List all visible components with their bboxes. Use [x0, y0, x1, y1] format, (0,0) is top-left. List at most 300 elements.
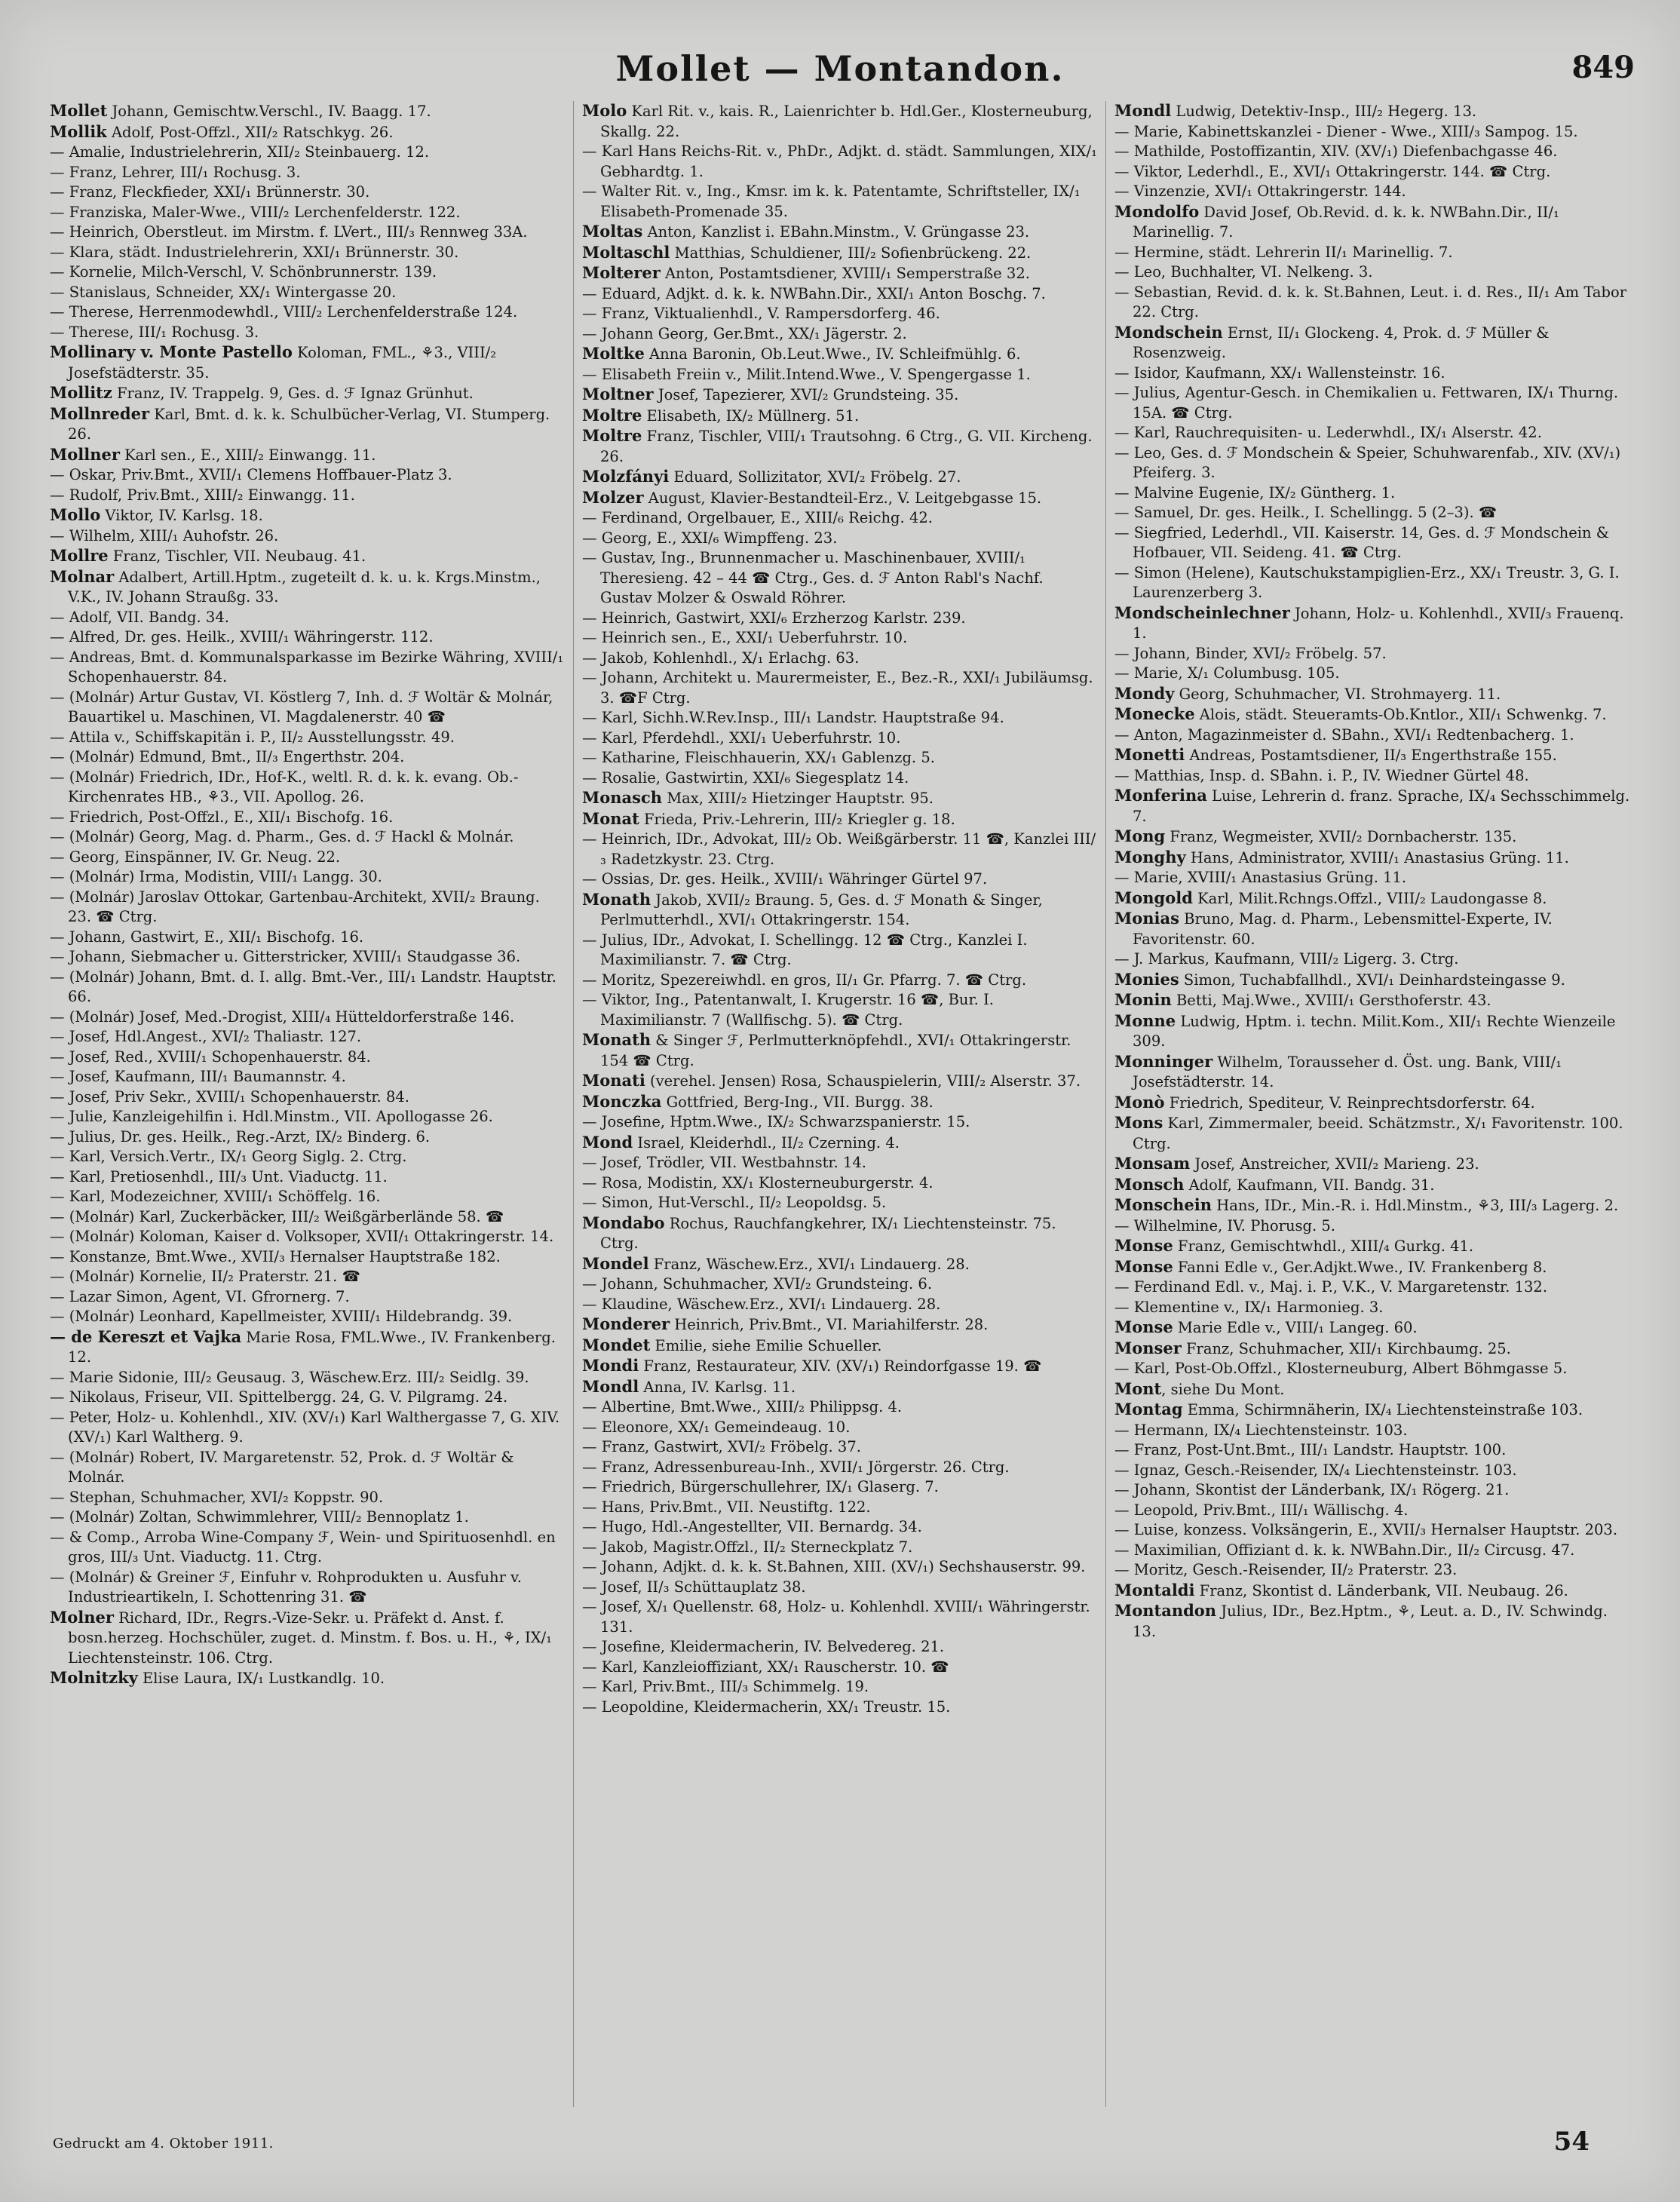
directory-entry [1114, 1236, 1630, 1257]
directory-entry [50, 526, 566, 547]
entry-text: August, Klavier-Bestandteil-Erz., V. Leitgebgasse 15. [643, 489, 1042, 507]
directory-entry [582, 1538, 1098, 1558]
entry-text: Simon, Tuchabfallhdl., XVI/₁ Deinhardsteingasse 9. [1179, 971, 1565, 989]
entry-text: — Wilhelm, XIII/₁ Auhofstr. 26. [50, 526, 279, 544]
entry-text: — Isidor, Kaufmann, XX/₁ Wallensteinstr. 16. [1114, 363, 1445, 382]
directory-entry [50, 1207, 566, 1228]
entry-text: — Heinrich, Oberstleut. im Mirstm. f. LVert., III/₃ Rennweg 33A. [50, 223, 528, 241]
directory-entry [582, 668, 1098, 708]
entry-headword: Molnitzky [50, 1668, 138, 1687]
directory-entry [1114, 1154, 1630, 1175]
directory-entry [582, 1437, 1098, 1458]
directory-entry [1114, 101, 1630, 122]
entry-text: — Malvine Eugenie, IX/₂ Güntherg. 1. [1114, 483, 1396, 501]
directory-entry [50, 1327, 566, 1368]
entry-text: — (Molnár) & Greiner ℱ, Einfuhr v. Rohprodukten u. Ausfuhr v. Industrieartikeln, I. Schottenring 31. ☎ [50, 1568, 522, 1605]
entry-text: — Ferdinand Edl. v., Maj. i. P., V.K., V. Margaretenstr. 132. [1114, 1278, 1548, 1296]
entry-headword: Mondl [582, 1376, 639, 1396]
entry-headword: Mondy [1114, 683, 1175, 703]
entry-text: — Julius, Dr. ges. Heilk., Reg.-Arzt, IX/₂ Binderg. 6. [50, 1127, 431, 1145]
running-head [0, 48, 1680, 94]
directory-entry [582, 548, 1098, 609]
entry-headword: Monecke [1114, 704, 1195, 723]
directory-entry [50, 122, 566, 143]
entry-text: — (Molnár) Edmund, Bmt., II/₃ Engerthstr. 204. [50, 748, 405, 765]
entry-text: — Johann, Gastwirt, E., XII/₁ Bischofg. 16. [50, 928, 364, 946]
directory-entry [50, 486, 566, 506]
directory-entry [50, 728, 566, 748]
directory-entry [582, 1295, 1098, 1315]
entry-text: — Jakob, Magistr.Offzl., II/₂ Sterneckplatz 7. [582, 1538, 913, 1556]
entry-headword: Mollet [50, 101, 108, 120]
entry-headword: Montaldi [1114, 1580, 1195, 1599]
entry-text: — Karl, Modezeichner, XVIII/₁ Schöffelg. 16. [50, 1188, 381, 1205]
entry-text: Rochus, Rauchfangkehrer, IX/₁ Liechtensteinstr. 75. Ctrg. [600, 1214, 1056, 1252]
directory-entry [1114, 1560, 1630, 1581]
entry-text: — Matthias, Insp. d. SBahn. i. P., IV. Wiedner Gürtel 48. [1114, 766, 1529, 784]
directory-entry [582, 1173, 1098, 1194]
entry-text: — Viktor, Ing., Patentanwalt, I. Krugerstr. 16 ☎, Bur. I. Maximilianstr. 7 (Wallfischg. 5). ☎ Ctrg. [582, 991, 994, 1029]
entry-headword: Mondl [1114, 101, 1172, 120]
entry-headword: Monczka [582, 1091, 662, 1111]
entry-text: Franz, Restaurateur, XIV. (XV/₁) Reindorfgasse 19. ☎ [639, 1357, 1042, 1375]
entry-text: — Karl, Pferdehdl., XXI/₁ Ueberfuhrstr. 10. [582, 728, 901, 747]
entry-text: — (Molnár) Leonhard, Kapellmeister, XVIII/₁ Hildebrandg. 39. [50, 1308, 513, 1325]
entry-headword: Molterer [582, 263, 661, 282]
entry-text: — Moritz, Spezereiwhdl. en gros, II/₁ Gr. Pfarrg. 7. ☎ Ctrg. [582, 971, 1027, 989]
directory-entry [582, 748, 1098, 768]
directory-entry [50, 163, 566, 183]
entry-headword: Monse [1114, 1256, 1173, 1276]
directory-entry [582, 467, 1098, 488]
directory-entry [50, 302, 566, 323]
entry-text: Frieda, Priv.-Lehrerin, III/₂ Kriegler g. 18. [639, 810, 955, 828]
entry-text: Johann, Gemischtw.Verschl., IV. Baagg. 17. [107, 103, 431, 120]
directory-entry [1114, 483, 1630, 504]
entry-text: — Leopoldine, Kleidermacherin, XX/₁ Treustr. 15. [582, 1698, 951, 1716]
entry-text: — Johann, Architekt u. Maurermeister, E., Bez.-R., XXI/₁ Jubiläumsg. 3. ☎F Ctrg. [582, 669, 1093, 707]
entry-text: — Therese, III/₁ Rochusg. 3. [50, 323, 259, 341]
directory-entry [50, 143, 566, 163]
entry-text: — Amalie, Industrielehrerin, XII/₂ Steinbauerg. 12. [50, 143, 430, 161]
directory-entry [582, 1597, 1098, 1637]
directory-entry [582, 1030, 1098, 1071]
directory-entry [50, 1107, 566, 1127]
entry-text: — Jakob, Kohlenhdl., X/₁ Erlachg. 63. [582, 649, 860, 667]
directory-entry [1114, 1520, 1630, 1541]
directory-entry [1114, 684, 1630, 705]
entry-text: — Karl, Post-Ob.Offzl., Klosterneuburg, Albert Böhmgasse 5. [1114, 1360, 1568, 1377]
directory-entry [50, 1127, 566, 1148]
directory-entry [1114, 182, 1630, 202]
directory-entry [1114, 1257, 1630, 1278]
entry-text: — Franz, Fleckfieder, XXI/₁ Brünnerstr. 30. [50, 183, 370, 201]
directory-entry [582, 768, 1098, 789]
directory-entry [582, 1336, 1098, 1357]
directory-entry [582, 1254, 1098, 1275]
directory-entry [582, 222, 1098, 243]
entry-text: — Josef, Red., XVIII/₁ Schopenhauerstr. 84. [50, 1047, 371, 1066]
entry-text: — Gustav, Ing., Brunnenmacher u. Maschinenbauer, XVIII/₁ Theresieng. 42 – 44 ☎ Ctrg., Ges. d. ℱ Anton Rabl's Nachf. Gustav Molzer & Oswald Röhrer. [582, 549, 1044, 606]
column-divider [1105, 101, 1106, 2107]
entry-headword: Monetti [1114, 745, 1185, 764]
sheet-signature: 54 [1553, 2127, 1590, 2157]
entry-headword: Montandon [1114, 1601, 1217, 1620]
entry-text: — (Molnár) Jaroslav Ottokar, Gartenbau-Architekt, XVII/₂ Braung. 23. ☎ Ctrg. [50, 888, 540, 925]
directory-entry [1114, 868, 1630, 888]
entry-text: — Franz, Gastwirt, XVI/₂ Fröbelg. 37. [582, 1438, 861, 1455]
entry-headword: Monsch [1114, 1174, 1185, 1194]
entry-text: Luise, Lehrerin d. franz. Sprache, IX/₄ Sechsschimmelg. 7. [1133, 787, 1630, 825]
entry-headword: Monse [1114, 1317, 1173, 1336]
directory-entry [1114, 1277, 1630, 1298]
entry-text: — Marie, X/₁ Columbusg. 105. [1114, 664, 1340, 682]
entry-text: — Ossias, Dr. ges. Heilk., XVIII/₁ Währinger Gürtel 97. [582, 870, 988, 888]
entry-headword: Mong [1114, 827, 1166, 845]
entry-text: Anna, IV. Karlsg. 11. [639, 1378, 796, 1396]
directory-entry [582, 1578, 1098, 1598]
directory-entry [50, 747, 566, 768]
entry-headword: Moltner [582, 385, 654, 403]
entry-text: — & Comp., Arroba Wine-Company ℱ, Wein- und Spirituosenhdl. en gros, III/₃ Unt. Viaductg. 11. Ctrg. [50, 1528, 556, 1566]
directory-entry [582, 869, 1098, 890]
directory-entry [1114, 909, 1630, 949]
entry-text: Karl sen., E., XIII/₂ Einwangg. 11. [119, 446, 376, 464]
directory-entry [1114, 888, 1630, 909]
directory-entry [582, 1314, 1098, 1336]
entry-text: — Georg, Einspänner, IV. Gr. Neug. 22. [50, 848, 341, 866]
directory-entry [50, 243, 566, 263]
entry-text: Wilhelm, Torausseher d. Öst. ung. Bank, VIII/₁ Josefstädterstr. 14. [1133, 1053, 1562, 1090]
entry-text: — (Molnár) Irma, Modistin, VIII/₁ Langg. 30. [50, 868, 382, 885]
entry-text: — Johann, Binder, XVI/₂ Fröbelg. 57. [1114, 644, 1387, 662]
entry-text: — Elisabeth Freiin v., Milit.Intend.Wwe., V. Spengergasse 1. [582, 365, 1031, 383]
directory-entry [582, 406, 1098, 427]
entry-text: Josef, Tapezierer, XVI/₂ Grundsteing. 35. [653, 386, 959, 403]
page-number: 849 [1571, 50, 1635, 85]
directory-entry [582, 426, 1098, 467]
entry-text: — Klara, städt. Industrielehrerin, XXI/₁ Brünnerstr. 30. [50, 243, 459, 261]
entry-text: — (Molnár) Karl, Zuckerbäcker, III/₂ Weißgärberlände 58. ☎ [50, 1207, 504, 1225]
entry-headword: Mollik [50, 121, 107, 141]
directory-entry [50, 1167, 566, 1188]
entry-text: Viktor, IV. Karlsg. 18. [100, 507, 263, 524]
entry-text: — Franz, Lehrer, III/₁ Rochusg. 3. [50, 163, 301, 181]
directory-entry [50, 928, 566, 948]
entry-text: — Ignaz, Gesch.-Reisender, IX/₄ Liechtensteinstr. 103. [1114, 1461, 1517, 1479]
entry-text: Friedrich, Spediteur, V. Reinprechtsdorferstr. 64. [1164, 1093, 1535, 1112]
directory-entry [1114, 664, 1630, 684]
entry-headword: Mollner [50, 444, 120, 464]
directory-entry [50, 1087, 566, 1108]
entry-headword: Monasch [582, 788, 663, 807]
entry-text: — Katharine, Fleischhauerin, XX/₁ Gablenzg. 5. [582, 749, 935, 766]
directory-entry [582, 385, 1098, 406]
directory-entry [50, 1147, 566, 1167]
entry-text: Eduard, Sollizitator, XVI/₂ Fröbelg. 27. [669, 468, 961, 486]
directory-entry [1114, 503, 1630, 523]
directory-entry [582, 1557, 1098, 1578]
entry-headword: Mondet [582, 1335, 651, 1354]
directory-entry [50, 1608, 566, 1669]
entry-text: Karl, Bmt. d. k. k. Schulbücher-Verlag, VI. Stumperg. 26. [68, 405, 550, 443]
directory-entry [582, 1418, 1098, 1438]
entry-text: Gottfried, Berg-Ing., VII. Burgg. 38. [661, 1093, 934, 1111]
entry-headword: Mondel [582, 1253, 649, 1273]
directory-entry [1114, 383, 1630, 423]
directory-entry [1114, 1298, 1630, 1318]
entry-text: — Siegfried, Lederhdl., VII. Kaiserstr. 14, Ges. d. ℱ Mondschein & Hofbauer, VII. Seideng. 41. ☎ Ctrg. [1114, 523, 1610, 561]
entry-headword: Monin [1114, 990, 1172, 1009]
entry-text: — (Molnár) Koloman, Kaiser d. Volksoper, XVII/₁ Ottakringerstr. 14. [50, 1228, 554, 1245]
entry-text: — Vinzenzie, XVI/₁ Ottakringerstr. 144. [1114, 182, 1406, 200]
entry-text: Andreas, Postamtsdiener, II/₃ Engerthstraße 155. [1185, 747, 1557, 764]
entry-text: — Hermine, städt. Lehrerin II/₁ Marinellig. 7. [1114, 243, 1453, 261]
directory-entry [1114, 949, 1630, 970]
entry-text: — J. Markus, Kaufmann, VIII/₂ Ligerg. 3. Ctrg. [1114, 950, 1459, 968]
directory-entry [50, 627, 566, 648]
entry-text: Marie Edle v., VIII/₁ Langeg. 60. [1173, 1319, 1418, 1336]
directory-entry [50, 1528, 566, 1568]
entry-headword: Mollo [50, 505, 101, 524]
entry-text: Matthias, Schuldiener, III/₂ Sofienbrückeng. 22. [670, 244, 1032, 262]
entry-headword: Monninger [1114, 1051, 1213, 1071]
entry-text: — Josefine, Kleidermacherin, IV. Belvedereg. 21. [582, 1638, 945, 1655]
entry-text: — Karl Hans Reichs-Rit. v., PhDr., Adjkt. d. städt. Sammlungen, XIX/₁ Gebhardtg. 1. [582, 143, 1097, 180]
entry-headword: Monse [1114, 1236, 1173, 1255]
entry-text: — Johann, Siebmacher u. Gitterstricker, XVIII/₁ Staudgasse 36. [50, 948, 521, 965]
entry-text: — Friedrich, Bürgerschullehrer, IX/₁ Glaserg. 7. [582, 1478, 939, 1495]
directory-entry [1114, 1440, 1630, 1461]
directory-entry [582, 508, 1098, 529]
entry-text: — Karl, Priv.Bmt., III/₃ Schimmelg. 19. [582, 1678, 869, 1695]
entry-text: — Andreas, Bmt. d. Kommunalsparkasse im Bezirke Währing, XVIII/₁ Schopenhauerstr. 84. [50, 648, 564, 685]
directory-entry [1114, 704, 1630, 725]
entry-headword: — de Kereszt et Vajka [50, 1326, 242, 1346]
entry-text: Hans, IDr., Min.-R. i. Hdl.Minstm., ⚘3, III/₃ Lagerg. 2. [1212, 1197, 1619, 1214]
directory-entry [1114, 990, 1630, 1011]
directory-entry [50, 1668, 566, 1689]
directory-entry [50, 947, 566, 968]
entry-text: Anton, Postamtsdiener, XVIII/₁ Semperstraße 32. [660, 265, 1030, 282]
entry-text: Richard, IDr., Regrs.-Vize-Sekr. u. Präfekt d. Anst. f. bosn.herzeg. Hochschüler, zuget. d. Minstm. f. Bos. u. H., ⚘, IX/₁ Liechtensteinstr. 106. Ctrg. [68, 1609, 552, 1667]
entry-headword: Monath [582, 1030, 651, 1049]
directory-entry [582, 1677, 1098, 1698]
entry-headword: Molo [582, 101, 627, 120]
entry-text: — Hugo, Hdl.-Angestellter, VII. Bernardg. 34. [582, 1518, 922, 1535]
directory-entry [582, 971, 1098, 991]
directory-entry [1114, 827, 1630, 848]
directory-entry [1114, 603, 1630, 644]
directory-entry [50, 1287, 566, 1308]
entry-text: — Therese, Herrenmodewhdl., VIII/₂ Lerchenfelderstraße 124. [50, 303, 518, 320]
entry-text: Franz, Skontist d. Länderbank, VII. Neubaug. 26. [1194, 1581, 1568, 1599]
directory-entry [1114, 1317, 1630, 1339]
directory-entry [582, 1213, 1098, 1254]
directory-entry [50, 203, 566, 223]
entry-text: — Franz, Viktualienhdl., V. Rampersdorferg. 46. [582, 305, 940, 322]
entry-text: — Hermann, IX/₄ Liechtensteinstr. 103. [1114, 1421, 1408, 1439]
entry-text: Karl Rit. v., kais. R., Laienrichter b. Hdl.Ger., Klosterneuburg, Skallg. 22. [600, 103, 1093, 140]
entry-text: — Leo, Buchhalter, VI. Nelkeng. 3. [1114, 263, 1373, 281]
directory-entry [1114, 423, 1630, 443]
entry-headword: Monferina [1114, 786, 1207, 805]
entry-text: — Heinrich, IDr., Advokat, III/₂ Ob. Weißgärberstr. 11 ☎, Kanzlei III/₃ Radetzkystr. 23. Ctrg. [582, 830, 1096, 868]
entry-headword: Mollinary v. Monte Pastello [50, 342, 293, 361]
directory-entry [50, 648, 566, 688]
directory-entry [50, 101, 566, 122]
directory-entry [582, 1658, 1098, 1678]
directory-entry [50, 1247, 566, 1268]
directory-entry [582, 344, 1098, 365]
directory-entry [50, 505, 566, 526]
entry-text: — (Molnár) Robert, IV. Margaretenstr. 52, Prok. d. ℱ Woltär & Molnár. [50, 1448, 514, 1486]
entry-text: — Peter, Holz- u. Kohlenhdl., XIV. (XV/₁) Karl Walthergasse 7, G. XIV. (XV/₁) Karl Waltherg. 9. [50, 1408, 560, 1446]
directory-entry [50, 1047, 566, 1068]
directory-entry [1114, 1339, 1630, 1360]
directory-entry [50, 848, 566, 868]
entry-text: — Heinrich sen., E., XXI/₁ Ueberfuhrstr. 10. [582, 629, 908, 646]
entry-headword: Moltre [582, 426, 642, 445]
entry-headword: Monghy [1114, 847, 1186, 866]
directory-entry [1114, 243, 1630, 263]
directory-entry [582, 788, 1098, 809]
directory-entry [50, 404, 566, 445]
entry-text: Anton, Kanzlist i. EBahn.Minstm., V. Grüngasse 23. [642, 223, 1030, 241]
entry-text: Georg, Schuhmacher, VI. Strohmayerg. 11. [1174, 685, 1501, 703]
directory-entry [50, 1408, 566, 1448]
directory-entry [582, 1153, 1098, 1173]
column-middle [582, 101, 1098, 2122]
directory-entry [50, 1488, 566, 1508]
directory-entry [1114, 1216, 1630, 1237]
entry-headword: Molner [50, 1607, 114, 1627]
entry-text: — Luise, konzess. Volksängerin, E., XVII/₃ Hernalser Hauptstr. 203. [1114, 1521, 1618, 1538]
entry-text: — Heinrich, Gastwirt, XXI/₆ Erzherzog Karlstr. 239. [582, 609, 966, 627]
directory-entry [1114, 1011, 1630, 1052]
directory-entry [1114, 1359, 1630, 1379]
directory-entry [582, 324, 1098, 345]
entry-text: — Josef, Priv Sekr., XVIII/₁ Schopenhauerstr. 84. [50, 1087, 409, 1106]
entry-headword: Monò [1114, 1092, 1165, 1112]
directory-entry [582, 365, 1098, 385]
entry-text: Franz, Gemischtwhdl., XIII/₄ Gurkg. 41. [1173, 1237, 1474, 1255]
entry-headword: Monath [582, 889, 651, 909]
entry-headword: Monat [582, 808, 639, 828]
directory-entry [582, 182, 1098, 222]
entry-text: — Anton, Magazinmeister d. SBahn., XVI/₁ Redtenbacherg. 1. [1114, 725, 1574, 744]
directory-entry [50, 827, 566, 848]
directory-entry [582, 931, 1098, 971]
entry-text: — Lazar Simon, Agent, VI. Gfrornerg. 7. [50, 1287, 350, 1305]
entry-text: — Nikolaus, Friseur, VII. Spittelbergg. 24, G. V. Pilgramg. 24. [50, 1388, 508, 1406]
directory-entry [1114, 848, 1630, 869]
print-date: Gedruckt am 4. Oktober 1911. [53, 2136, 274, 2151]
directory-entry [1114, 563, 1630, 603]
entry-headword: Moltas [582, 222, 643, 241]
entry-headword: Monati [582, 1071, 645, 1090]
entry-text: — Josef, Trödler, VII. Westbahnstr. 14. [582, 1154, 867, 1171]
entry-text: Bruno, Mag. d. Pharm., Lebensmittel-Experte, IV. Favoritenstr. 60. [1133, 910, 1553, 948]
directory-entry [50, 1368, 566, 1388]
entry-text: Betti, Maj.Wwe., XVIII/₁ Gersthoferstr. 43. [1171, 992, 1491, 1009]
entry-text: Karl, Milit.Rchngs.Offzl., VIII/₂ Laudongasse 8. [1192, 889, 1547, 907]
entry-text: — Leo, Ges. d. ℱ Mondschein & Speier, Schuhwarenfab., XIV. (XV/₁) Pfeiferg. 3. [1114, 443, 1621, 481]
directory-entry [1114, 1400, 1630, 1421]
entry-text: — Josef, Kaufmann, III/₁ Baumannstr. 4. [50, 1068, 346, 1085]
entry-text: — Sebastian, Revid. d. k. k. St.Bahnen, Leut. i. d. Res., II/₁ Am Tabor 22. Ctrg. [1114, 283, 1627, 320]
entry-text: — Franz, Post-Unt.Bmt., III/₁ Landstr. Hauptstr. 100. [1114, 1441, 1507, 1458]
directory-entry [582, 243, 1098, 264]
directory-entry [582, 1356, 1098, 1377]
directory-entry [582, 263, 1098, 284]
directory-entry [1114, 1379, 1630, 1400]
entry-headword: Mondolfo [1114, 201, 1200, 221]
directory-entry [50, 342, 566, 383]
entry-text: — Konstanze, Bmt.Wwe., XVII/₃ Hernalser Hauptstraße 182. [50, 1247, 501, 1265]
entry-text: — Eleonore, XX/₁ Gemeindeaug. 10. [582, 1418, 851, 1436]
entry-text: — Mathilde, Postoffizantin, XIV. (XV/₁) Diefenbachgasse 46. [1114, 143, 1558, 160]
directory-entry [582, 529, 1098, 549]
directory-entry [50, 383, 566, 404]
entry-text: Ernst, II/₁ Glockeng. 4, Prok. d. ℱ Müller & Rosenzweig. [1133, 324, 1550, 361]
entry-text: — Walter Rit. v., Ing., Kmsr. im k. k. Patentamte, Schriftsteller, IX/₁ Elisabeth-Promenade 35. [582, 182, 1081, 220]
column-divider [573, 101, 574, 2107]
directory-entry [582, 142, 1098, 182]
directory-entry [50, 1267, 566, 1287]
directory-entry [50, 182, 566, 203]
directory-entry [50, 888, 566, 928]
entry-text: — Albertine, Bmt.Wwe., XIII/₂ Philippsg. 4. [582, 1398, 903, 1415]
entry-text: — Leopold, Priv.Bmt., III/₁ Wällischg. 4. [1114, 1501, 1409, 1519]
entry-text: — Karl, Versich.Vertr., IX/₁ Georg Siglg. 2. Ctrg. [50, 1148, 407, 1165]
column-left [50, 101, 566, 2122]
directory-entry [1114, 1541, 1630, 1561]
directory-entry [582, 890, 1098, 931]
entry-text: Jakob, XVII/₂ Braung. 5, Ges. d. ℱ Monath & Singer, Perlmutterhdl., XVI/₁ Ottakringerstr. 154. [600, 891, 1043, 928]
entry-text: — Kornelie, Milch-Verschl, V. Schönbrunnerstr. 139. [50, 263, 437, 281]
entry-headword: Moltaschl [582, 242, 670, 262]
directory-entry [582, 609, 1098, 629]
entry-text: — (Molnár) Josef, Med.-Drogist, XIII/₄ Hütteldorferstraße 146. [50, 1007, 515, 1026]
entry-text: Emilie, siehe Emilie Schueller. [650, 1336, 882, 1354]
entry-text: — Eduard, Adjkt. d. k. k. NWBahn.Dir., XXI/₁ Anton Boschg. 7. [582, 284, 1046, 302]
entry-text: — Attila v., Schiffskapitän i. P., II/₂ Ausstellungsstr. 49. [50, 728, 455, 746]
directory-entry [50, 1187, 566, 1207]
entry-text: — Marie, XVIII/₁ Anastasius Grüng. 11. [1114, 869, 1407, 886]
entry-text: — (Molnár) Friedrich, IDr., Hof-K., weltl. R. d. k. k. evang. Ob.-Kirchenrates HB., ⚘3., VII. Apollog. 26. [50, 768, 519, 805]
entry-text: Adolf, Post-Offzl., XII/₂ Ratschkyg. 26. [106, 123, 394, 141]
entry-text: — Ferdinand, Orgelbauer, E., XIII/₆ Reichg. 42. [582, 509, 933, 526]
entry-text: — (Molnár) Zoltan, Schwimmlehrer, VIII/₂ Bennoplatz 1. [50, 1508, 469, 1526]
directory-entry [1114, 122, 1630, 143]
page-title: Mollet — Montandon. [615, 48, 1065, 89]
directory-entry [50, 283, 566, 303]
entry-headword: Molzfányi [582, 467, 670, 486]
entry-headword: Moltre [582, 405, 642, 425]
entry-text: — Karl, Kanzleioffiziant, XX/₁ Rauscherstr. 10. ☎ [582, 1658, 949, 1676]
entry-headword: Mons [1114, 1113, 1163, 1132]
entry-text: — Rudolf, Priv.Bmt., XIII/₂ Einwangg. 11. [50, 486, 356, 504]
directory-entry [582, 1458, 1098, 1478]
entry-text: — Karl, Rauchrequisiten- u. Lederwhdl., IX/₁ Alserstr. 42. [1114, 424, 1542, 441]
directory-entry [1114, 162, 1630, 182]
entry-headword: Mollitz [50, 383, 112, 402]
entry-text: Anna Baronin, Ob.Leut.Wwe., IV. Schleifmühlg. 6. [644, 345, 1021, 363]
directory-entry [582, 1092, 1098, 1113]
directory-entry [50, 1307, 566, 1327]
entry-text: — Stanislaus, Schneider, XX/₁ Wintergasse 20. [50, 283, 397, 301]
